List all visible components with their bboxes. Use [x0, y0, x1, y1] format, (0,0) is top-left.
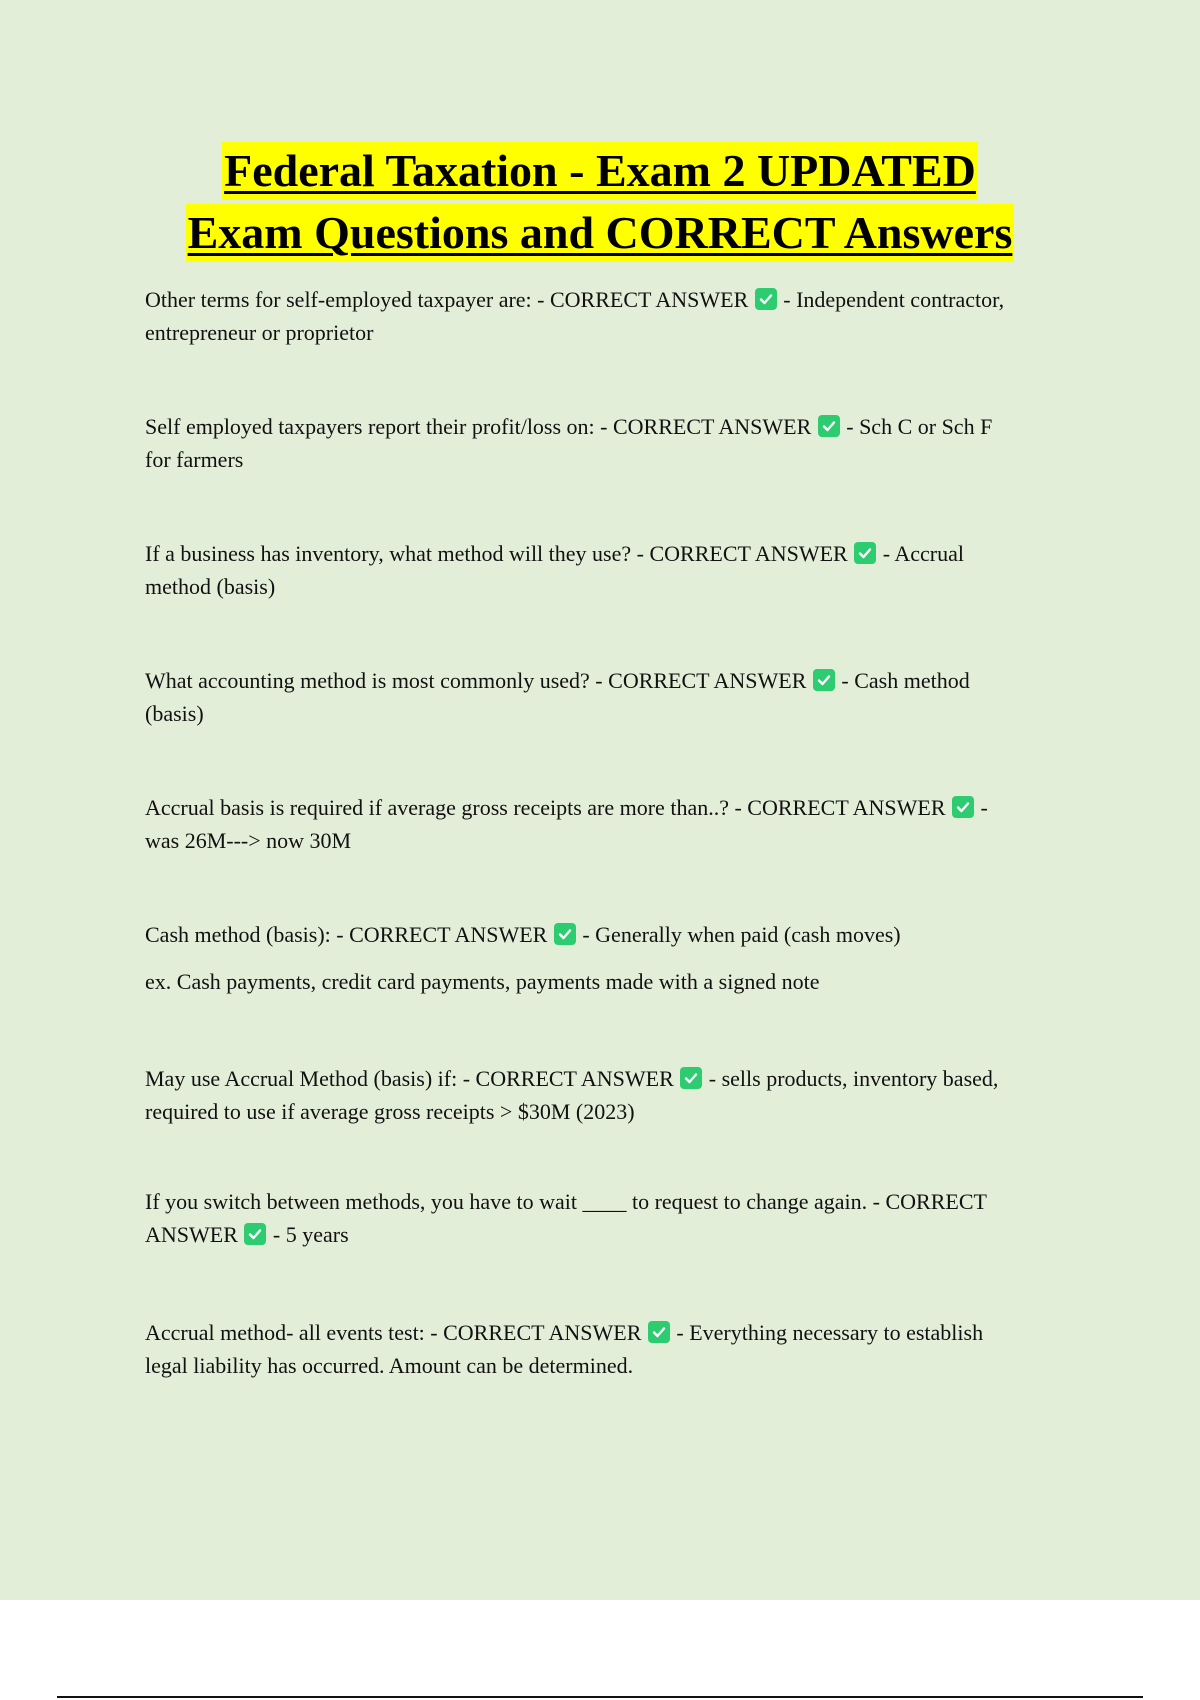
answer-marker: CORRECT ANSWER [649, 541, 848, 566]
qa-line [145, 791, 1095, 824]
answer-text: - Sch C or Sch F [840, 414, 993, 439]
question-text: If a business has inventory, what method will they use? - [145, 541, 650, 566]
qa-line [145, 1062, 1095, 1095]
question-text: Cash method (basis): - [145, 922, 350, 947]
title-line-1: Federal Taxation - Exam 2 UPDATED [222, 142, 978, 200]
qa-item [145, 791, 1095, 857]
question-text: Self employed taxpayers report their profit/loss on: - [145, 414, 613, 439]
check-icon [952, 796, 974, 818]
answer-text: - 5 years [267, 1222, 349, 1247]
answer-marker: CORRECT ANSWER [747, 795, 946, 820]
qa-item [145, 537, 1095, 603]
answer-marker: CORRECT ANSWER [550, 287, 749, 312]
answer-continuation: ex. Cash payments, credit card payments, payments made with a signed note [145, 969, 820, 994]
title-line-2: Exam Questions and CORRECT Answers [186, 204, 1015, 262]
qa-item [145, 1316, 1095, 1382]
qa-item [145, 1185, 1095, 1251]
answer-text: - Cash method [835, 668, 970, 693]
page-divider [57, 1696, 1143, 1698]
answer-text: - Generally when paid (cash moves) [576, 922, 901, 947]
document-title [0, 142, 1200, 266]
answer-continuation: entrepreneur or proprietor [145, 320, 374, 345]
answer-continuation: method (basis) [145, 574, 276, 599]
answer-text: - Accrual [877, 541, 964, 566]
qa-line [145, 1316, 1095, 1349]
question-text: Accrual basis is required if average gross receipts are more than..? - [145, 795, 748, 820]
qa-line [145, 537, 1095, 570]
answer-marker: CORRECT ANSWER [443, 1320, 642, 1345]
answer-continuation: was 26M---> now 30M [145, 828, 352, 853]
check-icon [554, 923, 576, 945]
qa-item [145, 1062, 1095, 1128]
answer-text: - sells products, inventory based, [703, 1066, 999, 1091]
question-text: Accrual method- all events test: - [145, 1320, 444, 1345]
qa-line [145, 410, 1095, 443]
check-icon [680, 1067, 702, 1089]
question-text: May use Accrual Method (basis) if: - [145, 1066, 476, 1091]
check-icon [818, 415, 840, 437]
question-text: What accounting method is most commonly used? - [145, 668, 609, 693]
qa-line [145, 283, 1095, 316]
answer-text: - [975, 795, 988, 820]
qa-item [145, 410, 1095, 476]
answer-continuation: required to use if average gross receipts > $30M (2023) [145, 1099, 635, 1124]
qa-item [145, 918, 1095, 998]
qa-line [145, 918, 1095, 951]
answer-marker: CORRECT ANSWER [608, 668, 807, 693]
check-icon [854, 542, 876, 564]
check-icon [755, 288, 777, 310]
qa-item [145, 283, 1095, 349]
check-icon [244, 1223, 266, 1245]
answer-marker: CORRECT ANSWER [475, 1066, 674, 1091]
answer-continuation: legal liability has occurred. Amount can be determined. [145, 1353, 634, 1378]
qa-line [145, 664, 1095, 697]
qa-line [145, 1218, 1095, 1251]
qa-item [145, 664, 1095, 730]
answer-continuation: (basis) [145, 701, 204, 726]
answer-marker: CORRECT ANSWER [613, 414, 812, 439]
answer-marker: ANSWER [145, 1222, 238, 1247]
check-icon [813, 669, 835, 691]
answer-marker: CORRECT ANSWER [349, 922, 548, 947]
check-icon [648, 1321, 670, 1343]
answer-text: - Independent contractor, [777, 287, 1005, 312]
question-text: Other terms for self-employed taxpayer are: - [145, 287, 550, 312]
question-text: If you switch between methods, you have to wait ____ to request to change again. - CORRECT [145, 1189, 987, 1214]
answer-text: - Everything necessary to establish [670, 1320, 984, 1345]
answer-continuation: for farmers [145, 447, 244, 472]
